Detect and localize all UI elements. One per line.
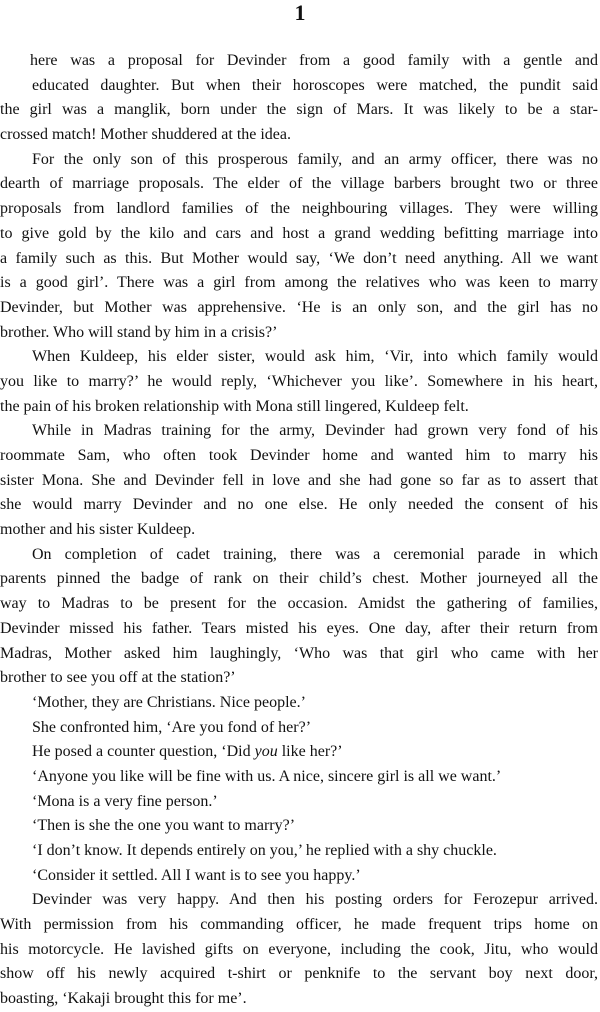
text-line: a family such as this. But Mother would say, ‘We don’t need anything. All we want	[0, 249, 598, 267]
text-line: Devinder, but Mother was apprehensive. ‘He is an only son, and the girl has no	[0, 298, 598, 316]
text-line: way to Madras to be present for the occasion. Amidst the gathering of families,	[0, 595, 598, 613]
text-line: educated daughter. But when their horoscopes were matched, the pundit said	[32, 76, 598, 94]
chapter-body-text	[0, 49, 598, 1012]
text-line: When Kuldeep, his elder sister, would ask him, ‘Vir, into which family would	[32, 348, 598, 366]
text-line: ‘Consider it settled. All I want is to see you happy.’	[32, 866, 361, 884]
text-line: ‘I don’t know. It depends entirely on you,’ he replied with a shy chuckle.	[32, 842, 497, 859]
text-line: Madras, Mother asked him laughingly, ‘Who was that girl who came with her	[0, 644, 598, 662]
text-line: mother and his sister Kuldeep.	[0, 521, 196, 539]
text-line: boasting, ‘Kakaji brought this for me’.	[0, 990, 247, 1008]
text-line: For the only son of this prosperous family, and an army officer, there was no	[32, 150, 598, 168]
text-line: to give gold by the kilo and cars and host a grand wedding befitting marriage into	[0, 224, 598, 242]
text-line: dearth of marriage proposals. The elder of the village barbers brought two or three	[0, 175, 598, 193]
text-line: brother to see you off at the station?’	[0, 669, 236, 687]
text-line: the girl was a manglik, born under the sign of Mars. It was likely to be a star-	[0, 101, 598, 119]
text-line: He posed a counter question, ‘Did you like her?’	[32, 743, 343, 761]
text-line: While in Madras training for the army, Devinder had grown very fond of his	[32, 422, 598, 440]
text-line: ‘Mona is a very fine person.’	[32, 792, 218, 810]
text-line: the pain of his broken relationship with Mona still lingered, Kuldeep felt.	[0, 397, 469, 415]
text-line: is a good girl’. There was a girl from among the relatives who was keen to marry	[0, 274, 598, 292]
text-line: ‘Then is she the one you want to marry?’	[32, 817, 296, 835]
text-line: roommate Sam, who often took Devinder home and wanted him to marry his	[0, 447, 598, 464]
chapter-number: 1	[294, 0, 306, 25]
text-line: parents pinned the badge of rank on their child’s chest. Mother journeyed all the	[0, 570, 598, 588]
text-line: She confronted him, ‘Are you fond of her?’	[32, 718, 312, 736]
text-line: Devinder missed his father. Tears misted his eyes. One day, after their return from	[0, 619, 598, 637]
text-line: ‘Anyone you like will be fine with us. A nice, sincere girl is all we want.’	[32, 767, 502, 785]
text-line: you like to marry?’ he would reply, ‘Whichever you like’. Somewhere in his heart,	[0, 372, 598, 390]
text-line: she would marry Devinder and no one else. He only needed the consent of his	[0, 496, 598, 514]
text-line: show off his newly acquired t-shirt or penknife to the servant boy next door,	[0, 965, 598, 983]
text-line: ‘Mother, they are Christians. Nice people.’	[32, 693, 306, 711]
text-line: Devinder was very happy. And then his posting orders for Ferozepur arrived.	[32, 891, 598, 909]
text-line: crossed match! Mother shuddered at the idea.	[0, 126, 292, 144]
text-line: here was a proposal for Devinder from a good family with a gentle and	[30, 52, 598, 69]
text-line: On completion of cadet training, there was a ceremonial parade in which	[32, 545, 598, 563]
text-line: brother. Who will stand by him in a crisis?’	[0, 323, 278, 341]
text-line: proposals from landlord families of the neighbouring villages. They were willing	[0, 200, 598, 218]
text-line: his motorcycle. He lavished gifts on everyone, including the cook, Jitu, who would	[0, 940, 598, 958]
text-line: With permission from his commanding officer, he made frequent trips home on	[0, 916, 598, 934]
text-line: sister Mona. She and Devinder fell in love and she had gone so far as to assert that	[0, 471, 598, 489]
